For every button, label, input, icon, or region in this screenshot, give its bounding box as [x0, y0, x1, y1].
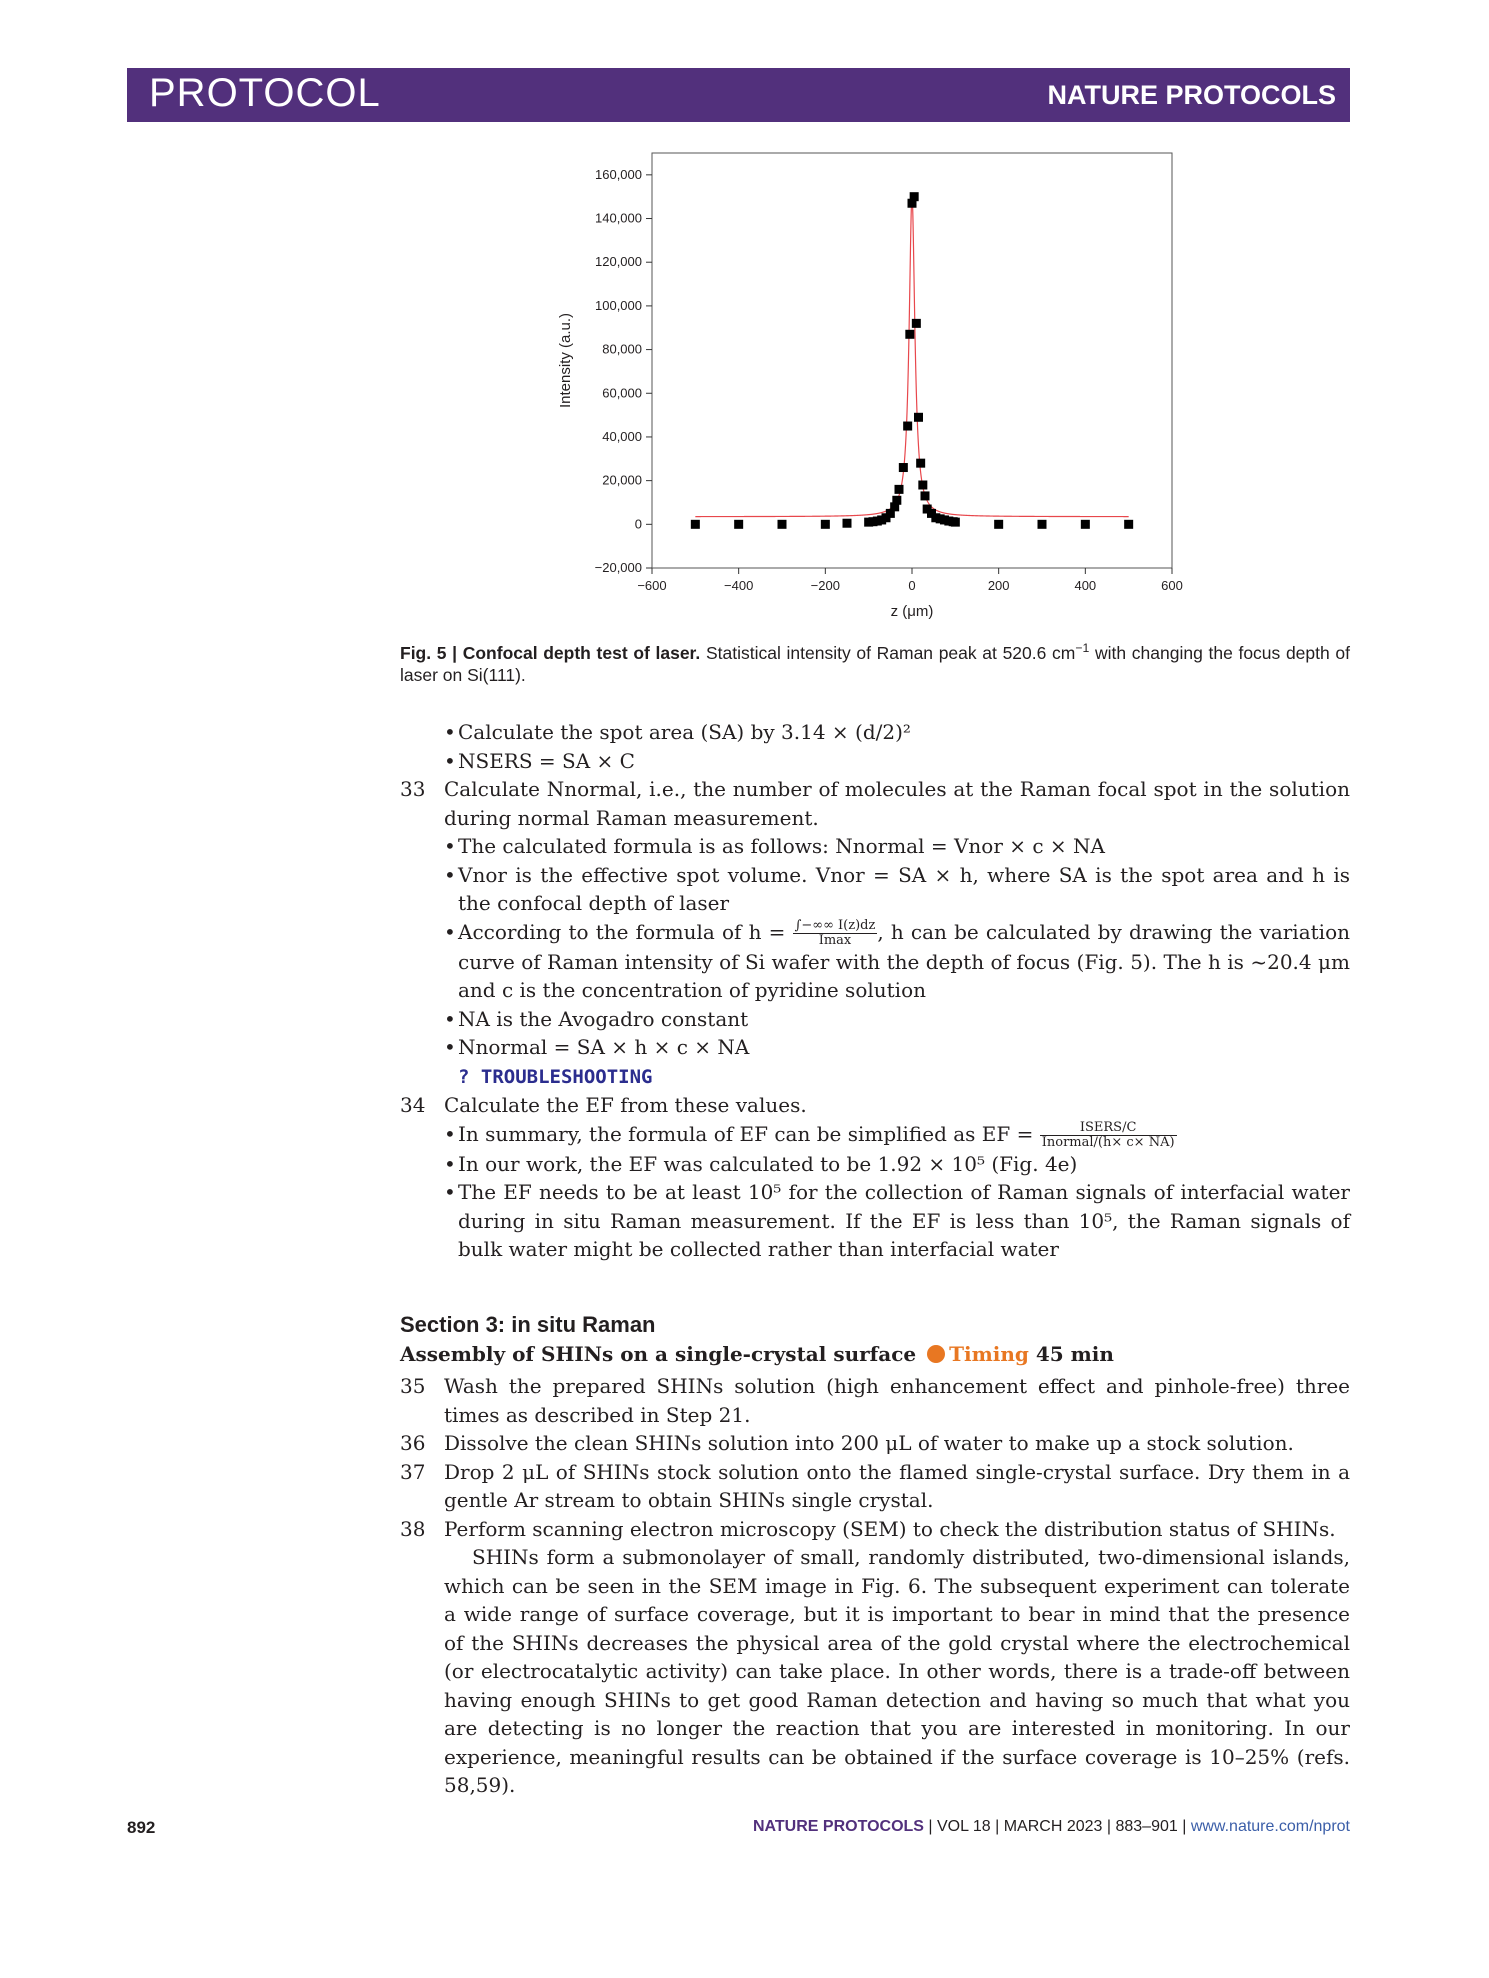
- footer-sep: |: [923, 1818, 937, 1835]
- data-point: [918, 481, 927, 490]
- step-number: 34: [400, 1093, 426, 1117]
- bullet-h-formula-a: According to the formula of h =: [458, 919, 793, 944]
- timing-value: 45 min: [1035, 1342, 1114, 1366]
- x-tick-label: −400: [724, 578, 754, 593]
- data-point: [916, 459, 925, 468]
- timing-label: Timing: [949, 1342, 1029, 1366]
- raman-depth-chart: [540, 145, 1200, 625]
- ef-frac-num: ISERS/C: [1040, 1121, 1177, 1136]
- caption-sup: −1: [1075, 641, 1090, 656]
- data-point: [1124, 520, 1133, 529]
- y-tick-label: 20,000: [602, 472, 642, 488]
- fit-curve: [695, 197, 1128, 517]
- data-point: [778, 520, 787, 529]
- section-title: Section 3: in situ Raman: [400, 1312, 656, 1337]
- footer-sep: |: [1177, 1818, 1191, 1835]
- step-38-paragraph: SHINs form a submonolayer of small, randomly distributed, two-dimensional islands, which can be seen in the SEM image in Fig. 6. The subsequent experiment can tolerate a wide range of surface coverage, but it is important to bear in mind that the presence of the SHINs decreases the physical area of the gold crystal where the electrochemical (or electrocatalytic activity) can take place. In other words, there is a trade-off between having enough SHINs to get good Raman detection and having so much that what you are detecting is no longer the reaction that you are interested in monitoring. In our experience, meaningful results can be obtained if the surface coverage is 10–25% (refs. 58,59).: [444, 1545, 1350, 1797]
- step-number: 38: [400, 1516, 426, 1541]
- data-point: [843, 519, 852, 528]
- steps-block: • Calculate the spot area (SA) by 3.14 × (d/2)² • NSERS = SA × C 33 Calculate Nnormal, i.e., the number of molecules at the Raman focal spot in the solution during normal Raman measurement. • The calculated formula is as follows: Nnormal = Vnor × c × NA • Vnor is the effective spot volume. Vnor = SA × h, where SA is the spot area and h is the confocal depth of laser • According to the formula of h = $\frac{\int-\infty\infty I(z)dz}{Imax}$ , h can be calculated by drawing the variation curve of Raman intensity of Si wafer with the depth of focus (Fig. 5). The h is ~20.4 μm and c is the concentration of pyridine solution • NA is the Avogadro constant • Nnormal = SA × h × c × NA ? TROUBLESHOOTING 34 Calculate the EF from these values. • In summary, the formula of EF can be simplified as EF = $\frac{\text{ISERS/C}}{\text{Inormal/(h× c× NA)}}$ • In our work, the EF was calculated to be 1.92 × 10⁵ (Fig. 4e) • The EF needs to be at least 10⁵ for the collection of Raman signals of interfacial water during in situ Raman measurement. If the EF is less than 10⁵, the Raman signals of bulk water might be collected rather than interfacial water: [400, 720, 1350, 1261]
- footer-pages: 883–901: [1115, 1818, 1178, 1835]
- step-36-text: Dissolve the clean SHINs solution into 200 μL of water to make up a stock solution.: [444, 1431, 1294, 1455]
- y-tick-label: 120,000: [595, 254, 642, 270]
- footer-sep: |: [990, 1818, 1004, 1835]
- header-banner: [127, 68, 1350, 122]
- data-point: [912, 319, 921, 328]
- y-tick-label: 40,000: [602, 428, 642, 444]
- x-tick-label: −200: [810, 578, 840, 593]
- step-number: 37: [400, 1459, 426, 1484]
- x-tick-label: 400: [1074, 578, 1097, 593]
- step-number: 35: [400, 1374, 426, 1398]
- bullet-spot-area: Calculate the spot area (SA) by 3.14 × (d/2)²: [458, 720, 911, 744]
- step-34-text: Calculate the EF from these values.: [444, 1093, 807, 1117]
- data-point: [892, 496, 901, 505]
- step-number: 36: [400, 1431, 426, 1455]
- ef-frac-den: Inormal/(h× c× NA): [1041, 1134, 1175, 1150]
- footer-vol: VOL 18: [937, 1818, 991, 1835]
- footer-sep: |: [1102, 1818, 1116, 1835]
- data-point: [821, 520, 830, 529]
- step-33-text: Calculate Nnormal, i.e., the number of molecules at the Raman focal spot in the solution during normal Raman measurement.: [444, 777, 1350, 830]
- step-number: 33: [400, 777, 426, 801]
- caption-label: Fig. 5 | Confocal depth test of laser.: [400, 643, 701, 663]
- bullet-vnor: Vnor is the effective spot volume. Vnor = SA × h, where SA is the spot area and h is the confocal depth of laser: [458, 862, 1350, 915]
- bullet-formula: The calculated formula is as follows: Nnormal = Vnor × c × NA: [458, 834, 1105, 858]
- page-number: 892: [127, 1818, 156, 1837]
- data-point: [691, 520, 700, 529]
- bullet-avogadro: NA is the Avogadro constant: [458, 1006, 749, 1031]
- journal-name: NATURE PROTOCOLS: [1047, 80, 1336, 110]
- y-tick-label: 140,000: [595, 210, 642, 226]
- caption-text: Statistical intensity of Raman peak at 520.6 cm: [705, 643, 1076, 663]
- x-axis-label: z (μm): [890, 603, 934, 620]
- h-frac-den: Imax: [818, 932, 852, 948]
- h-frac-num: ∫−∞∞ I(z)dz: [794, 917, 876, 933]
- bullet-ef-threshold: The EF needs to be at least 10⁵ for the collection of Raman signals of interfacial water during in situ Raman measurement. If the EF is less than 10⁵, the Raman signals of bulk water might be collected rather than interfacial water: [458, 1180, 1350, 1261]
- timing-icon: [927, 1345, 945, 1363]
- step-37-text: Drop 2 μL of SHINs stock solution onto the flamed single-crystal surface. Dry them in a gentle Ar stream to obtain SHINs single crystal.: [444, 1459, 1350, 1512]
- step-38-text: Perform scanning electron microscopy (SEM) to check the distribution status of SHINs.: [444, 1516, 1336, 1541]
- y-tick-label: 100,000: [595, 297, 642, 313]
- plot-frame: [652, 153, 1172, 568]
- bullet-nnormal: Nnormal = SA × h × c × NA: [458, 1035, 750, 1059]
- y-axis-label: Intensity (a.u.): [557, 312, 574, 409]
- data-point: [905, 330, 914, 339]
- subsection-title-text: Assembly of SHINs on a single-crystal surface: [400, 1342, 917, 1366]
- data-point: [899, 463, 908, 472]
- ef-fraction: [1040, 1121, 1177, 1150]
- data-point: [734, 520, 743, 529]
- footer-url[interactable]: www.nature.com/nprot: [1190, 1818, 1350, 1835]
- data-point: [951, 518, 960, 527]
- step-35-text: Wash the prepared SHINs solution (high enhancement effect and pinhole-free) three times as described in Step 21.: [444, 1374, 1350, 1427]
- footer-citation: [753, 1818, 1350, 1836]
- data-point: [903, 422, 912, 431]
- troubleshooting-link[interactable]: ? TROUBLESHOOTING: [458, 1065, 653, 1088]
- x-tick-label: 0: [908, 578, 916, 593]
- caption-text2: with changing the focus depth of laser on Si(111).: [400, 643, 1351, 685]
- footer-journal: NATURE PROTOCOLS: [752, 1818, 924, 1835]
- data-point: [1038, 520, 1047, 529]
- data-point: [1081, 520, 1090, 529]
- bullet-ef-value: In our work, the EF was calculated to be 1.92 × 10⁵ (Fig. 4e): [458, 1151, 1078, 1176]
- data-point: [910, 192, 919, 201]
- y-tick-label: 0: [634, 516, 642, 532]
- footer-date: MARCH 2023: [1003, 1818, 1103, 1835]
- bullet-ef-formula-a: In summary, the formula of EF can be simplified as EF =: [458, 1121, 1040, 1146]
- data-point: [914, 413, 923, 422]
- y-tick-label: 60,000: [602, 385, 642, 401]
- data-point: [895, 485, 904, 494]
- x-tick-label: 600: [1161, 578, 1183, 593]
- section-label: PROTOCOL: [149, 71, 381, 115]
- y-tick-label: 160,000: [595, 166, 642, 182]
- y-tick-label: 80,000: [602, 341, 642, 357]
- x-tick-label: −600: [637, 578, 667, 593]
- x-tick-label: 200: [987, 578, 1010, 593]
- section3-steps: [400, 1372, 1350, 1800]
- figure-caption: [400, 642, 1350, 686]
- subsection-title: [400, 1342, 1114, 1366]
- h-fraction: [793, 919, 878, 948]
- data-point: [994, 520, 1003, 529]
- y-tick-label: −20,000: [594, 560, 642, 575]
- bullet-nsers: NSERS = SA × C: [458, 748, 635, 773]
- bullet-h-formula-b: , h can be calculated by drawing the variation curve of Raman intensity of Si wafer with the depth of focus (Fig. 5). The h is ~20.4 μm and c is the concentration of pyridine solution: [458, 919, 1350, 1002]
- data-point: [921, 491, 930, 500]
